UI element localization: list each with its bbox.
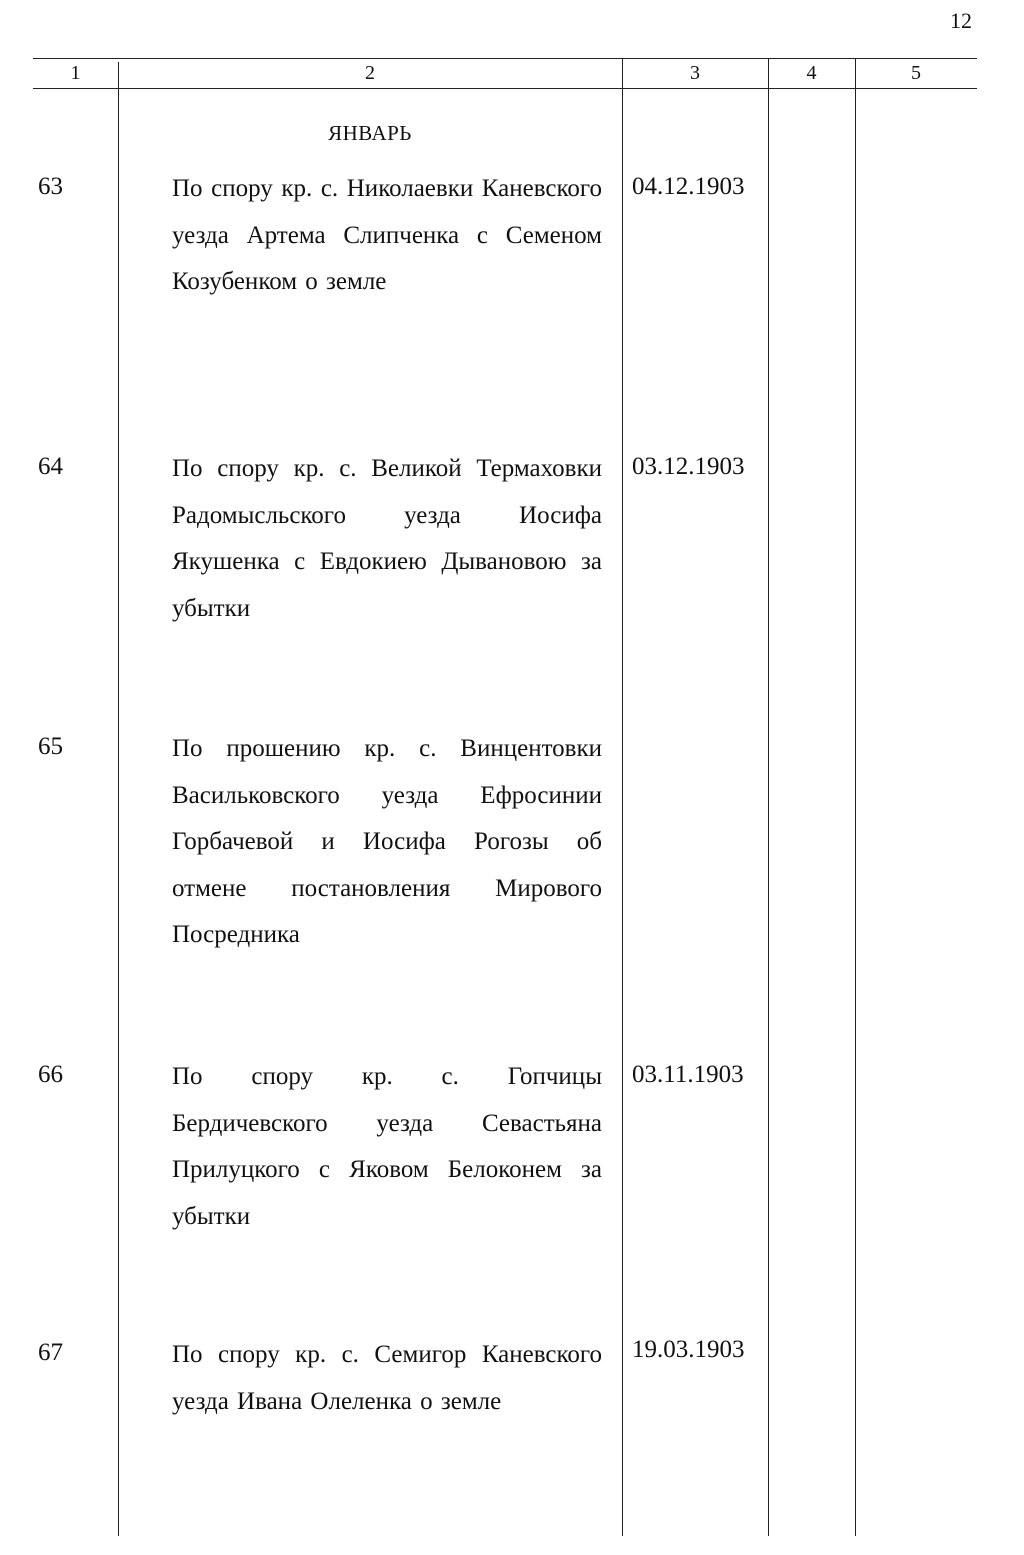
row-number: 64 (38, 453, 63, 480)
column-header-4: 4 (806, 62, 817, 84)
column-header-5: 5 (911, 62, 921, 84)
row-number: 63 (38, 173, 63, 200)
row-description: По спору кр. с. Великой Термаховки Радомысльского уезда Иосифа Якушенка с Евдокиею Дывановою за убытки (172, 455, 602, 622)
row-date: 04.12.1903 (632, 173, 745, 200)
column-header-3: 3 (690, 62, 700, 84)
page-number: 12 (950, 8, 972, 33)
column-divider-2 (622, 58, 623, 1536)
column-header-2: 2 (365, 62, 375, 84)
column-divider-4 (855, 58, 856, 1536)
column-header-1: 1 (70, 62, 81, 84)
table-header-rule (33, 88, 977, 89)
row-date: 03.11.1903 (632, 1061, 744, 1088)
row-description: По спору кр. с. Семигор Каневского уезда Ивана Олеленка о земле (172, 1341, 602, 1415)
row-description: По спору кр. с. Николаевки Каневского уезда Артема Слипченка с Семеном Козубенком о земле (172, 175, 602, 295)
section-title: ЯНВАРЬ (328, 121, 412, 145)
row-number: 67 (38, 1339, 63, 1366)
row-date: 19.03.1903 (632, 1336, 745, 1363)
column-divider-3 (768, 58, 769, 1536)
row-number: 65 (38, 733, 63, 760)
row-description: По прошению кр. с. Винцентовки Васильковского уезда Ефросинии Горбачевой и Иосифа Рогозы об отмене постановления Мирового Посредника (172, 735, 602, 948)
row-description: По спору кр. с. Гопчицы Бердичевского уезда Севастьяна Прилуцкого с Яковом Белоконем за убытки (172, 1063, 602, 1230)
column-divider-1 (118, 62, 119, 1536)
table-top-rule (33, 58, 977, 59)
row-number: 66 (38, 1061, 63, 1088)
row-date: 03.12.1903 (632, 453, 745, 480)
